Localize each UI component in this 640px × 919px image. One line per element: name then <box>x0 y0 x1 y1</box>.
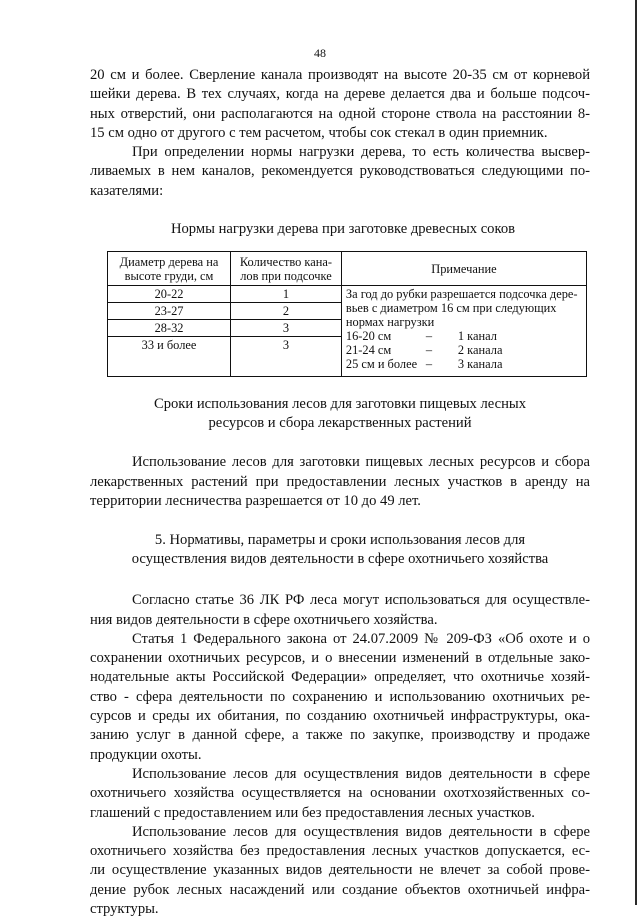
cell-diameter: 28-32 <box>108 320 231 337</box>
food-paragraph <box>90 453 590 511</box>
text-line: лекарственных растений при предоставлении лесных участков в аренду на <box>90 473 590 490</box>
note-dash: – <box>425 357 433 372</box>
text-line: структуры. <box>90 901 159 918</box>
heading-line: осуществления видов деятельности в сфере охотничьего хозяйства <box>131 551 549 568</box>
text-line: Использование лесов для осуществления видов деятельности в сфере <box>132 823 590 840</box>
page-edge-line <box>635 0 637 905</box>
text-line: ли осуществление указанных видов деятельности не влечет за собой прове- <box>90 862 590 879</box>
note-line: вьев с диаметром 16 см при следующих <box>345 301 557 316</box>
section5-title <box>90 531 590 569</box>
note-range: 21-24 см <box>345 343 392 358</box>
hunting-paragraph-2 <box>90 630 590 765</box>
norms-table <box>107 251 587 377</box>
intro-paragraph <box>90 66 590 143</box>
text-line: нодательные акты Российской Федерации» определяет, что охотничье хозяй- <box>90 669 590 686</box>
text-line: сохранении охотничьих ресурсов, и о внесении изменений в отдельные зако- <box>90 650 590 667</box>
table-title: Нормы нагрузки дерева при заготовке древесных соков <box>170 221 516 238</box>
text-line: 20 см и более. Сверление канала производят на высоте 20-35 см от корневой <box>90 67 590 83</box>
section-food-title <box>90 395 590 433</box>
cell-diameter: 33 и более <box>108 337 231 377</box>
text-line: охотничьего хозяйства осуществляется на основании охотхозяйственных со- <box>90 785 590 802</box>
text-line: дение рубок лесных насаждений или создание объектов охотничьей инфра- <box>90 881 590 898</box>
note-item <box>346 357 582 371</box>
text-line: глашений с предоставлением или без предоставления лесных участков. <box>90 804 535 821</box>
note-value: 3 канала <box>457 357 503 372</box>
text-line: При определении нормы нагрузки дерева, то есть количества высвер- <box>132 144 590 161</box>
text-line: занию услуг в данной сфере, а также по закупке, производству и продаже <box>90 727 590 744</box>
header-note-label: Примечание <box>431 261 497 276</box>
table-header-row <box>108 252 587 286</box>
header-note <box>341 252 586 286</box>
heading-line: 5. Нормативы, параметры и сроки использования лесов для <box>154 532 526 549</box>
cell-channels: 3 <box>231 320 342 337</box>
text-line: ство - сфера деятельности по сохранению и использованию охотничьих ре- <box>90 688 590 705</box>
note-value: 1 канал <box>457 329 497 344</box>
note-item <box>346 329 582 343</box>
note-range: 16-20 см <box>345 329 392 344</box>
cell-note <box>341 286 586 377</box>
text-line: 15 см одно от другого с тем расчетом, чтобы сок стекал в один приемник. <box>90 124 548 141</box>
note-value: 2 канала <box>457 343 503 358</box>
note-line: За год до рубки разрешается подсочка дере- <box>345 287 578 302</box>
header-diameter <box>108 252 231 286</box>
header-channels <box>231 252 342 286</box>
table-row <box>108 286 587 303</box>
text-line: Использование лесов для осуществления видов деятельности в сфере <box>132 765 590 782</box>
note-dash: – <box>425 329 433 344</box>
hunting-paragraph-1 <box>90 591 590 630</box>
document-body <box>90 66 590 919</box>
note-dash: – <box>425 343 433 358</box>
cell-diameter: 20-22 <box>108 286 231 303</box>
heading-line: ресурсов и сбора лекарственных растений <box>208 415 472 432</box>
text-line: охотничьего хозяйства без предоставления лесных участков допускается, ес- <box>90 843 590 860</box>
text-line: Использование лесов для заготовки пищевых лесных ресурсов и сбора <box>132 454 590 471</box>
page-number: 48 <box>314 46 326 60</box>
text-line: продукции охоты. <box>90 746 202 763</box>
text-line: шейки дерева. В тех случаях, когда на дереве делается два и больше подсоч- <box>90 86 590 103</box>
text-line: ливаемых в нем каналов, рекомендуется руководствоваться следующими по- <box>90 163 590 180</box>
text-line: Согласно статье 36 ЛК РФ леса могут использоваться для осуществле- <box>132 592 590 609</box>
norm-paragraph <box>90 143 590 201</box>
cell-channels: 3 <box>231 337 342 377</box>
text-line: сурсов и среды их обитания, по созданию охотничьей инфраструктуры, ока- <box>90 708 590 725</box>
header-channels-label: Количество кана-лов при подсочке <box>239 254 333 283</box>
note-range: 25 см и более <box>345 357 418 372</box>
note-line: нормах нагрузки <box>345 315 435 330</box>
cell-channels: 2 <box>231 303 342 320</box>
text-line: ных отверстий, они располагаются на одной стороне ствола на расстоянии 8- <box>90 105 590 122</box>
text-line: Статья 1 Федерального закона от 24.07.2009 № 209-ФЗ «Об охоте и о <box>132 630 590 647</box>
cell-channels: 1 <box>231 286 342 303</box>
text-line: ния видов деятельности в сфере охотничьего хозяйства. <box>90 611 438 628</box>
note-item <box>346 343 582 357</box>
heading-line: Сроки использования лесов для заготовки пищевых лесных <box>153 396 527 413</box>
header-diameter-label: Диаметр дерева на высоте груди, см <box>119 254 219 283</box>
cell-diameter: 23-27 <box>108 303 231 320</box>
text-line: территории лесничества разрешается от 10 до 49 лет. <box>90 492 421 509</box>
hunting-paragraph-3 <box>90 765 590 823</box>
text-line: казателями: <box>90 182 164 199</box>
